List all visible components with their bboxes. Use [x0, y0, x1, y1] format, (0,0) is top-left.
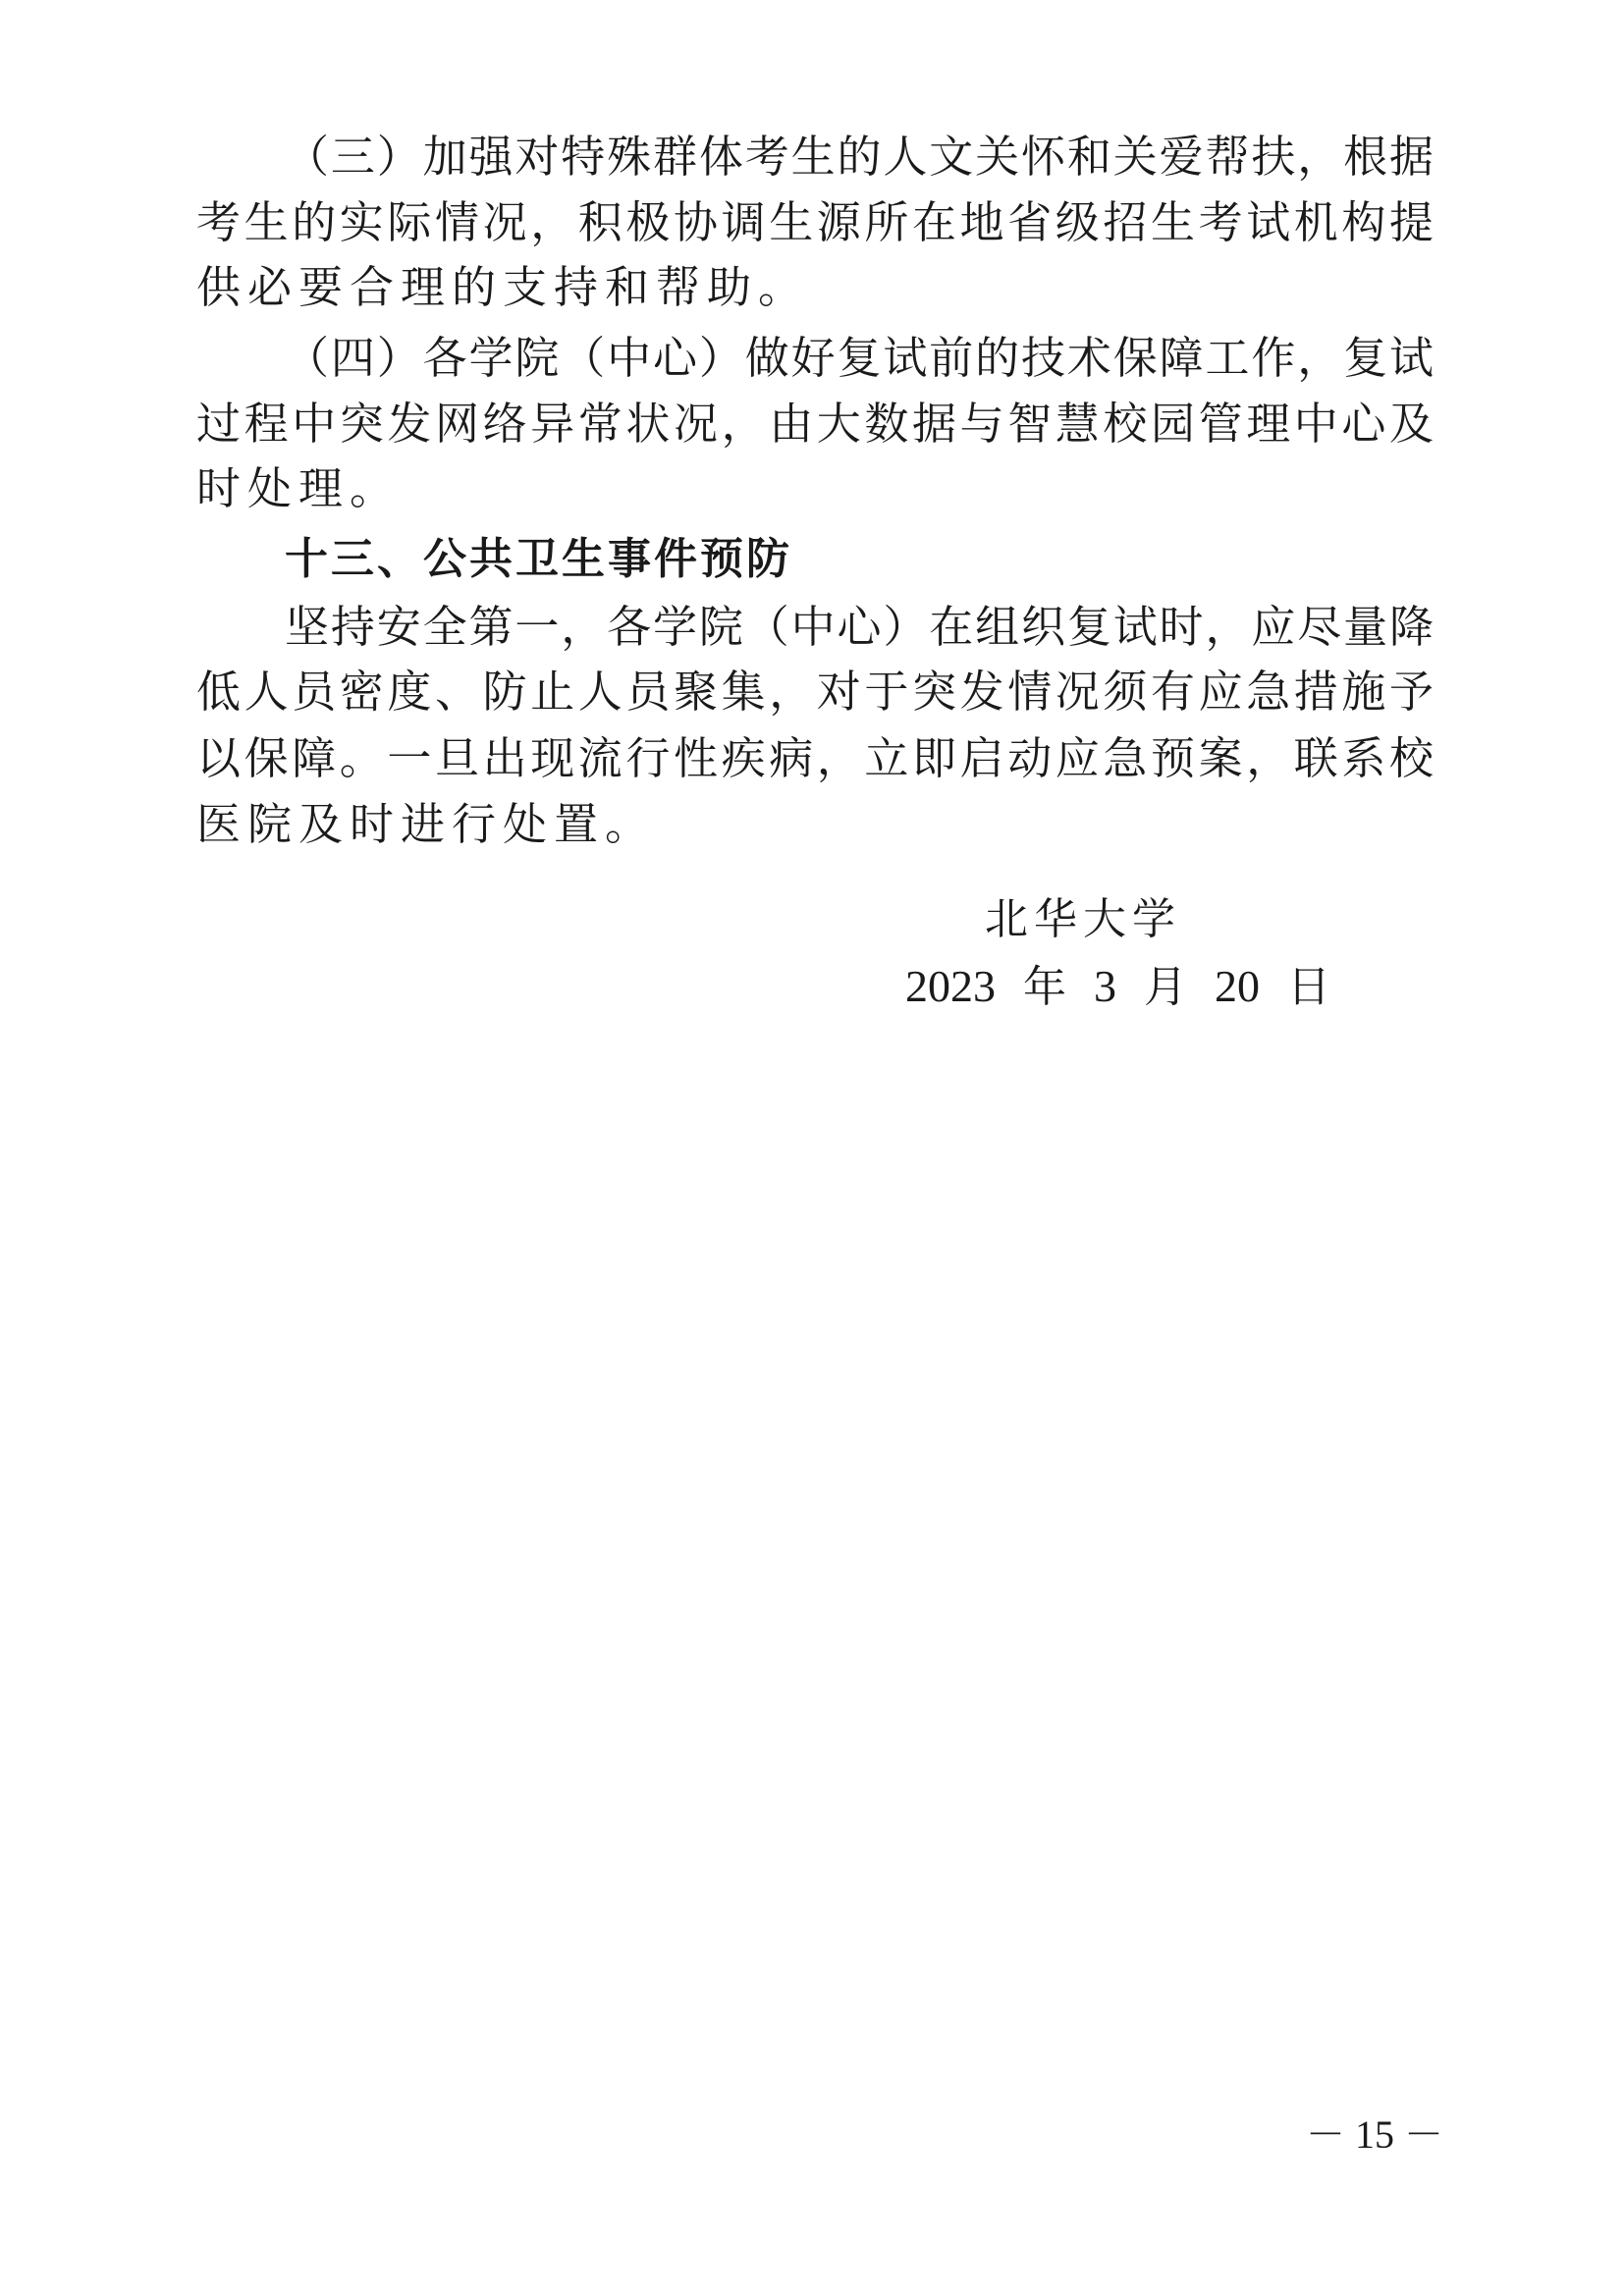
signature-date — [905, 952, 1330, 1021]
section-body-line-1: 坚持安全第一，各学院（中心）在组织复试时，应尽量降 — [285, 601, 1434, 653]
para-4-line-2: 过程中突发网络异常状况，由大数据与智慧校园管理中心及 — [196, 398, 1434, 450]
para-3-line-3: 供必要合理的支持和帮助。 — [196, 261, 810, 313]
date-day-unit: 日 — [1287, 962, 1330, 1012]
date-day: 20 — [1215, 961, 1260, 1011]
para-3-line-1: （三）加强对特殊群体考生的人文关怀和关爱帮扶，根据 — [285, 131, 1434, 183]
section-body-line-2: 低人员密度、防止人员聚集，对于突发情况须有应急措施予 — [196, 666, 1434, 718]
signature-organization: 北华大学 — [985, 894, 1181, 944]
date-month: 3 — [1094, 961, 1116, 1011]
section-body-line-4: 医院及时进行处置。 — [196, 798, 657, 850]
date-year-unit: 年 — [1023, 962, 1066, 1012]
section-heading: 十三、公共卫生事件预防 — [285, 534, 792, 584]
page-number: － 15 － — [1306, 2112, 1443, 2157]
date-year: 2023 — [905, 961, 996, 1011]
section-body-line-3: 以保障。一旦出现流行性疾病，立即启动应急预案，联系校 — [196, 732, 1434, 784]
para-4-line-1: （四）各学院（中心）做好复试前的技术保障工作，复试 — [285, 332, 1434, 384]
para-3-line-2: 考生的实际情况，积极协调生源所在地省级招生考试机构提 — [196, 196, 1434, 248]
para-4-line-3: 时处理。 — [196, 462, 402, 514]
date-month-unit: 月 — [1144, 962, 1187, 1012]
